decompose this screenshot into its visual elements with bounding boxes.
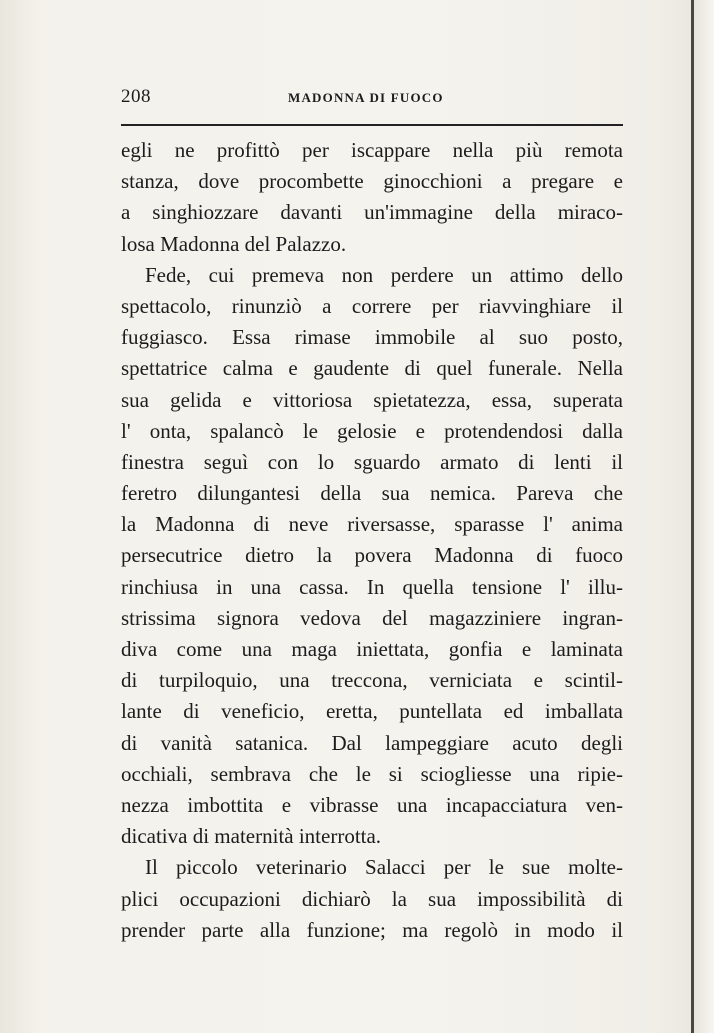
- text-line: persecutrice dietro la povera Madonna di fuoco: [121, 543, 623, 568]
- text-line: losa Madonna del Palazzo.: [121, 231, 347, 256]
- text-line: diva come una maga iniettata, gonfia e laminata: [121, 637, 623, 661]
- text-line: Fede, cui premeva non perdere un attimo dello: [145, 262, 623, 287]
- text-line: finestra seguì con lo sguardo armato di lenti il: [121, 449, 623, 474]
- body-text: [121, 135, 623, 946]
- page-binding-shadow: [694, 0, 714, 1033]
- running-title: MADONNA DI FUOCO: [288, 90, 444, 105]
- text-line: occhiali, sembrava che le si sciogliesse una ripie-: [121, 761, 623, 786]
- text-line: egli ne profittò per iscappare nella più remota: [121, 138, 623, 162]
- text-line: di vanità satanica. Dal lampeggiare acuto degli: [121, 730, 623, 755]
- text-line: la Madonna di neve riversasse, sparasse l' anima: [121, 512, 623, 537]
- text-line: prender parte alla funzione; ma regolò in modo il: [121, 917, 623, 942]
- page-header: [121, 86, 621, 110]
- text-line: strissima signora vedova del magazziniere ingran-: [121, 605, 623, 630]
- page-number: 208: [121, 86, 151, 107]
- text-line: l' onta, spalancò le gelosie e protendendosi dalla: [121, 418, 623, 443]
- text-line: dicativa di maternità interrotta.: [121, 824, 382, 849]
- text-line: lante di veneficio, eretta, puntellata ed imballata: [121, 699, 623, 724]
- text-line: Il piccolo veterinario Salacci per le sue molte-: [145, 855, 623, 880]
- text-line: a singhiozzare davanti un'immagine della miraco-: [121, 200, 623, 225]
- text-line: sua gelida e vittoriosa spietatezza, essa, superata: [121, 387, 623, 412]
- text-line: rinchiusa in una cassa. In quella tensione l' illu-: [121, 574, 623, 599]
- text-line: nezza imbottita e vibrasse una incapacciatura ven-: [121, 792, 623, 817]
- page-binding-edge: [691, 0, 694, 1033]
- text-line: fuggiasco. Essa rimase immobile al suo posto,: [121, 325, 623, 350]
- text-line: di turpiloquio, una treccona, verniciata e scintil-: [121, 668, 623, 693]
- text-line: stanza, dove procombette ginocchioni a pregare e: [121, 169, 623, 194]
- text-line: feretro dilungantesi della sua nemica. Pareva che: [121, 481, 623, 506]
- text-line: spettatrice calma e gaudente di quel funerale. Nella: [121, 356, 623, 381]
- text-line: plici occupazioni dichiarò la sua impossibilità di: [121, 886, 623, 911]
- text-line: spettacolo, rinunziò a correre per riavvinghiare il: [121, 293, 623, 318]
- header-rule: [121, 124, 623, 126]
